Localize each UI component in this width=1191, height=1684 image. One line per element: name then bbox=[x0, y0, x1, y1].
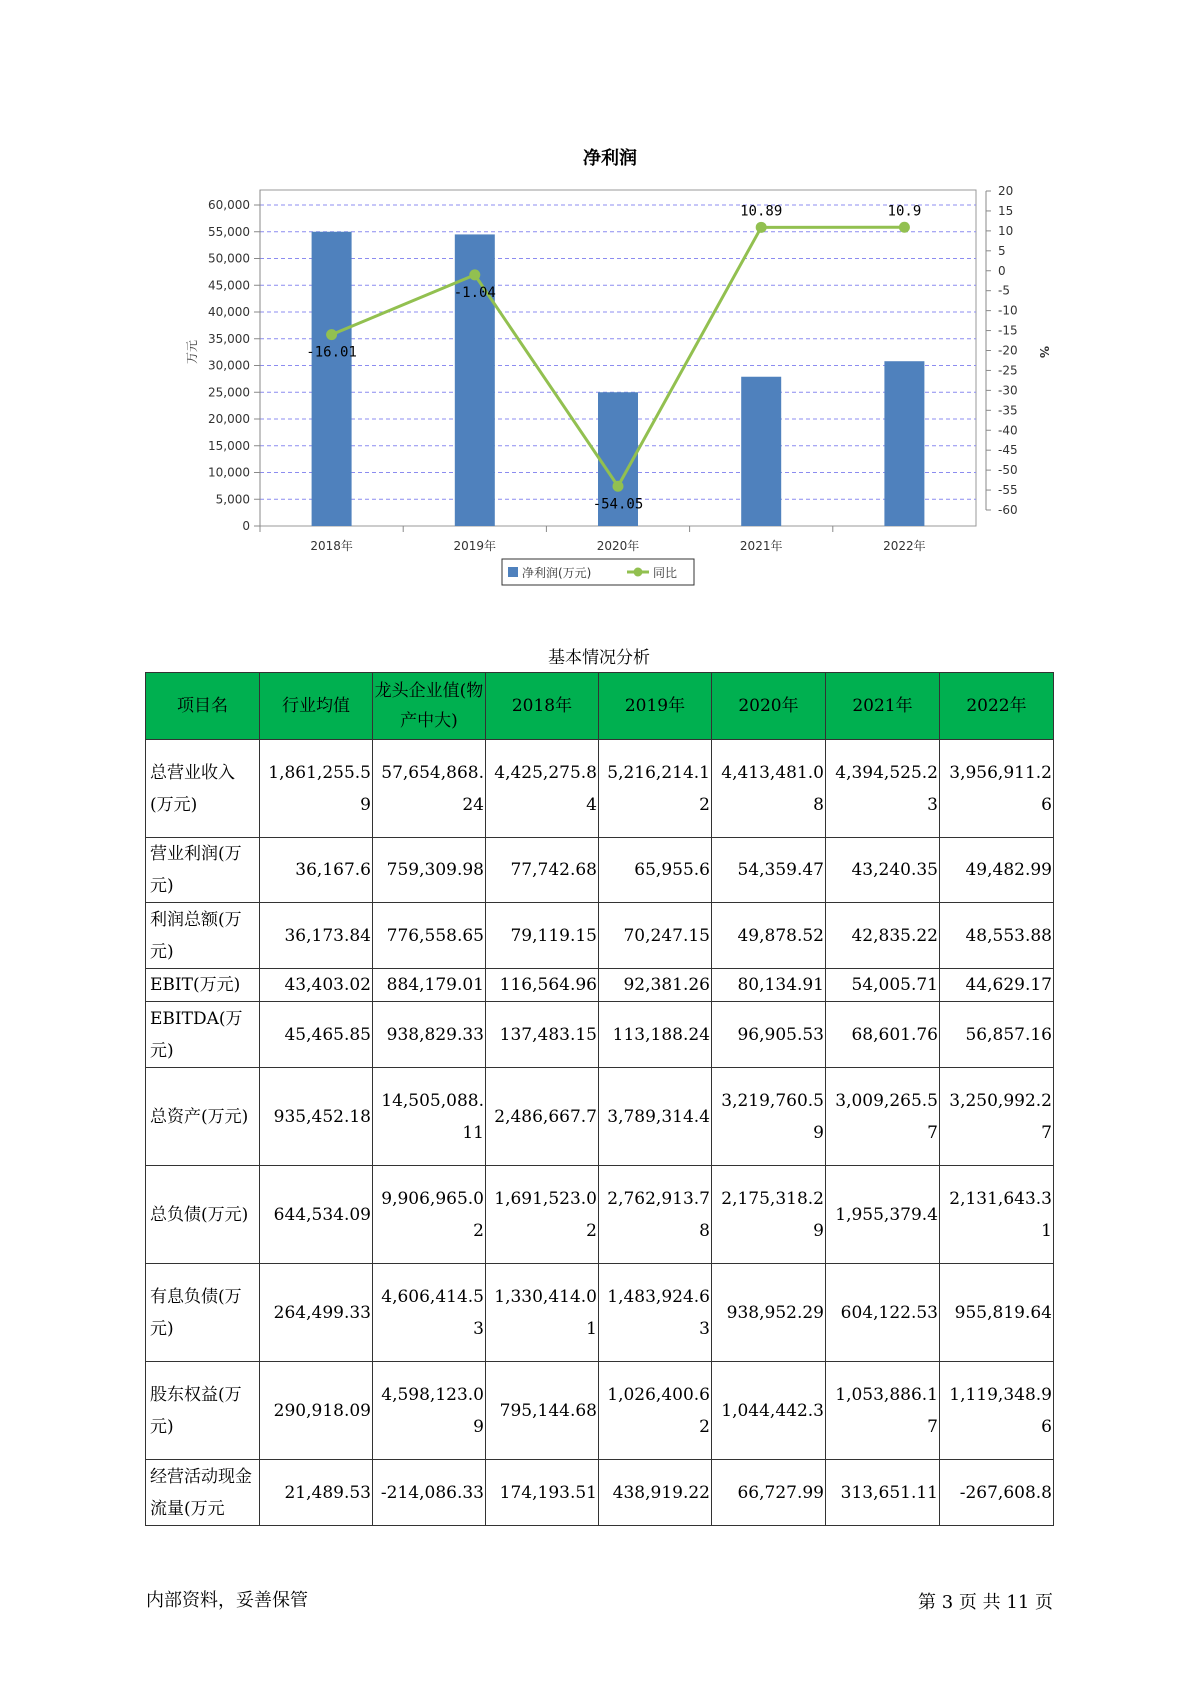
yoy-point bbox=[756, 222, 767, 233]
table-caption: 基本情况分析 bbox=[548, 648, 650, 668]
value-cell: 42,835.22 bbox=[826, 903, 940, 969]
y-tick-label: 25,000 bbox=[208, 385, 250, 400]
y2-tick-label: -5 bbox=[998, 283, 1010, 298]
table-row bbox=[146, 1068, 1054, 1166]
row-label-cell: EBIT(万元) bbox=[146, 969, 260, 1002]
header-cell: 2018年 bbox=[486, 673, 599, 740]
row-label-cell: 有息负债(万元) bbox=[146, 1264, 260, 1362]
y2-tick-label: 15 bbox=[998, 203, 1014, 218]
value-cell: 21,489.53 bbox=[260, 1460, 373, 1526]
chart-svg bbox=[0, 0, 1191, 600]
yoy-data-label: 10.9 bbox=[887, 203, 922, 220]
chart-title: 净利润 bbox=[583, 148, 637, 169]
table-row bbox=[146, 1264, 1054, 1362]
y2-tick-label: -50 bbox=[998, 463, 1018, 478]
value-cell: 1,861,255.59 bbox=[260, 740, 373, 838]
value-cell: 54,359.47 bbox=[712, 838, 826, 903]
table-row bbox=[146, 903, 1054, 969]
y2-axis-label: % bbox=[1037, 345, 1051, 359]
value-cell: 49,878.52 bbox=[712, 903, 826, 969]
value-cell: 44,629.17 bbox=[940, 969, 1054, 1002]
value-cell: 79,119.15 bbox=[486, 903, 599, 969]
header-cell: 行业均值 bbox=[260, 673, 373, 740]
value-cell: 45,465.85 bbox=[260, 1002, 373, 1068]
value-cell: 644,534.09 bbox=[260, 1166, 373, 1264]
yoy-data-label: 10.89 bbox=[740, 203, 783, 220]
value-cell: 759,309.98 bbox=[373, 838, 486, 903]
y-tick-label: 35,000 bbox=[208, 331, 250, 346]
value-cell: 795,144.68 bbox=[486, 1362, 599, 1460]
value-cell: 3,219,760.59 bbox=[712, 1068, 826, 1166]
y2-tick-label: -30 bbox=[998, 383, 1018, 398]
header-cell: 2022年 bbox=[940, 673, 1054, 740]
value-cell: 9,906,965.02 bbox=[373, 1166, 486, 1264]
value-cell: 438,919.22 bbox=[599, 1460, 712, 1526]
row-label-cell: 经营活动现金流量(万元 bbox=[146, 1460, 260, 1526]
value-cell: 604,122.53 bbox=[826, 1264, 940, 1362]
value-cell: 3,009,265.57 bbox=[826, 1068, 940, 1166]
y2-tick-label: -55 bbox=[998, 483, 1018, 498]
x-tick-label: 2022年 bbox=[883, 539, 926, 553]
value-cell: 2,175,318.29 bbox=[712, 1166, 826, 1264]
y-tick-label: 40,000 bbox=[208, 305, 250, 319]
value-cell: -267,608.8 bbox=[940, 1460, 1054, 1526]
y-tick-label: 60,000 bbox=[208, 198, 250, 212]
x-tick-label: 2020年 bbox=[596, 539, 640, 553]
value-cell: 1,026,400.62 bbox=[599, 1362, 712, 1460]
value-cell: 1,483,924.63 bbox=[599, 1264, 712, 1362]
y2-tick-label: -40 bbox=[998, 423, 1018, 438]
value-cell: 2,762,913.78 bbox=[599, 1166, 712, 1264]
table-row bbox=[146, 969, 1054, 1002]
y-axis-label: 万元 bbox=[185, 339, 199, 365]
value-cell: 54,005.71 bbox=[826, 969, 940, 1002]
y-tick-label: 50,000 bbox=[208, 251, 250, 266]
y2-tick-label: -20 bbox=[998, 343, 1018, 358]
y-tick-label: 45,000 bbox=[208, 278, 250, 293]
footer-page-number: 第 3 页 共 11 页 bbox=[918, 1592, 1053, 1613]
y2-tick-label: 10 bbox=[998, 223, 1014, 238]
value-cell: 77,742.68 bbox=[486, 838, 599, 903]
value-cell: 1,119,348.96 bbox=[940, 1362, 1054, 1460]
y-tick-label: 30,000 bbox=[208, 358, 250, 373]
value-cell: 4,425,275.84 bbox=[486, 740, 599, 838]
value-cell: 776,558.65 bbox=[373, 903, 486, 969]
y-tick-label: 15,000 bbox=[208, 438, 250, 453]
x-tick-label: 2021年 bbox=[739, 539, 783, 553]
value-cell: 313,651.11 bbox=[826, 1460, 940, 1526]
header-cell: 2020年 bbox=[712, 673, 826, 740]
value-cell: 36,173.84 bbox=[260, 903, 373, 969]
bar bbox=[884, 361, 924, 526]
row-label-cell: 股东权益(万元) bbox=[146, 1362, 260, 1460]
legend-swatch-point bbox=[634, 568, 643, 577]
legend-label-bar: 净利润(万元) bbox=[522, 566, 592, 580]
value-cell: 43,403.02 bbox=[260, 969, 373, 1002]
y-tick-label: 55,000 bbox=[208, 224, 250, 239]
value-cell: 1,053,886.17 bbox=[826, 1362, 940, 1460]
table-row bbox=[146, 1002, 1054, 1068]
value-cell: 2,131,643.31 bbox=[940, 1166, 1054, 1264]
yoy-data-label: -16.01 bbox=[306, 344, 357, 361]
table-header-row bbox=[146, 673, 1054, 740]
value-cell: 137,483.15 bbox=[486, 1002, 599, 1068]
value-cell: 5,216,214.12 bbox=[599, 740, 712, 838]
value-cell: 48,553.88 bbox=[940, 903, 1054, 969]
value-cell: -214,086.33 bbox=[373, 1460, 486, 1526]
value-cell: 49,482.99 bbox=[940, 838, 1054, 903]
y-tick-label: 10,000 bbox=[208, 465, 250, 480]
y2-tick-label: 20 bbox=[998, 184, 1014, 198]
value-cell: 4,606,414.53 bbox=[373, 1264, 486, 1362]
x-tick-label: 2018年 bbox=[310, 539, 353, 553]
y2-tick-label: 5 bbox=[998, 243, 1006, 258]
value-cell: 174,193.51 bbox=[486, 1460, 599, 1526]
yoy-data-label: -1.04 bbox=[453, 284, 496, 301]
value-cell: 264,499.33 bbox=[260, 1264, 373, 1362]
y2-tick-label: -10 bbox=[998, 303, 1018, 318]
value-cell: 1,691,523.02 bbox=[486, 1166, 599, 1264]
y2-tick-label: 0 bbox=[998, 263, 1006, 278]
value-cell: 4,394,525.23 bbox=[826, 740, 940, 838]
bar bbox=[312, 232, 352, 526]
value-cell: 116,564.96 bbox=[486, 969, 599, 1002]
value-cell: 96,905.53 bbox=[712, 1002, 826, 1068]
legend-label-line: 同比 bbox=[653, 566, 678, 580]
value-cell: 4,413,481.08 bbox=[712, 740, 826, 838]
y2-tick-label: -15 bbox=[998, 323, 1018, 338]
value-cell: 113,188.24 bbox=[599, 1002, 712, 1068]
value-cell: 65,955.6 bbox=[599, 838, 712, 903]
value-cell: 3,250,992.27 bbox=[940, 1068, 1054, 1166]
footer-confidential-note: 内部资料，妥善保管 bbox=[146, 1590, 308, 1611]
value-cell: 43,240.35 bbox=[826, 838, 940, 903]
row-label-cell: 利润总额(万元) bbox=[146, 903, 260, 969]
value-cell: 2,486,667.7 bbox=[486, 1068, 599, 1166]
value-cell: 938,952.29 bbox=[712, 1264, 826, 1362]
value-cell: 57,654,868.24 bbox=[373, 740, 486, 838]
value-cell: 938,829.33 bbox=[373, 1002, 486, 1068]
value-cell: 70,247.15 bbox=[599, 903, 712, 969]
table-row bbox=[146, 1362, 1054, 1460]
y2-tick-label: -35 bbox=[998, 403, 1018, 418]
y2-tick-label: -60 bbox=[998, 503, 1018, 517]
value-cell: 36,167.6 bbox=[260, 838, 373, 903]
yoy-point bbox=[326, 329, 337, 340]
table-row bbox=[146, 740, 1054, 838]
y-tick-label: 5,000 bbox=[215, 492, 250, 507]
y-tick-label: 20,000 bbox=[208, 412, 250, 426]
yoy-point bbox=[899, 222, 910, 233]
value-cell: 290,918.09 bbox=[260, 1362, 373, 1460]
value-cell: 1,044,442.3 bbox=[712, 1362, 826, 1460]
y2-tick-label: -45 bbox=[998, 443, 1018, 458]
yoy-point bbox=[469, 269, 480, 280]
value-cell: 3,789,314.4 bbox=[599, 1068, 712, 1166]
value-cell: 80,134.91 bbox=[712, 969, 826, 1002]
x-tick-label: 2019年 bbox=[453, 539, 497, 553]
row-label-cell: EBITDA(万元) bbox=[146, 1002, 260, 1068]
yoy-data-label: -54.05 bbox=[592, 496, 644, 513]
net-profit-chart bbox=[0, 0, 1191, 600]
bar bbox=[741, 377, 781, 526]
value-cell: 955,819.64 bbox=[940, 1264, 1054, 1362]
legend-swatch-bar bbox=[508, 567, 518, 577]
row-label-cell: 总营业收入(万元) bbox=[146, 740, 260, 838]
value-cell: 66,727.99 bbox=[712, 1460, 826, 1526]
value-cell: 68,601.76 bbox=[826, 1002, 940, 1068]
value-cell: 1,330,414.01 bbox=[486, 1264, 599, 1362]
y2-tick-label: -25 bbox=[998, 363, 1018, 378]
row-label-cell: 总负债(万元) bbox=[146, 1166, 260, 1264]
value-cell: 884,179.01 bbox=[373, 969, 486, 1002]
row-label-cell: 总资产(万元) bbox=[146, 1068, 260, 1166]
value-cell: 3,956,911.26 bbox=[940, 740, 1054, 838]
y-tick-label: 0 bbox=[242, 519, 250, 533]
value-cell: 14,505,088.11 bbox=[373, 1068, 486, 1166]
value-cell: 56,857.16 bbox=[940, 1002, 1054, 1068]
yoy-point bbox=[613, 481, 624, 492]
basic-analysis-table bbox=[145, 672, 1054, 1526]
value-cell: 1,955,379.4 bbox=[826, 1166, 940, 1264]
header-cell: 龙头企业值(物产中大) bbox=[373, 673, 486, 740]
value-cell: 935,452.18 bbox=[260, 1068, 373, 1166]
row-label-cell: 营业利润(万元) bbox=[146, 838, 260, 903]
table-row bbox=[146, 1460, 1054, 1526]
value-cell: 92,381.26 bbox=[599, 969, 712, 1002]
table-row bbox=[146, 1166, 1054, 1264]
table-row bbox=[146, 838, 1054, 903]
header-cell: 项目名 bbox=[146, 673, 260, 740]
value-cell: 4,598,123.09 bbox=[373, 1362, 486, 1460]
header-cell: 2019年 bbox=[599, 673, 712, 740]
header-cell: 2021年 bbox=[826, 673, 940, 740]
